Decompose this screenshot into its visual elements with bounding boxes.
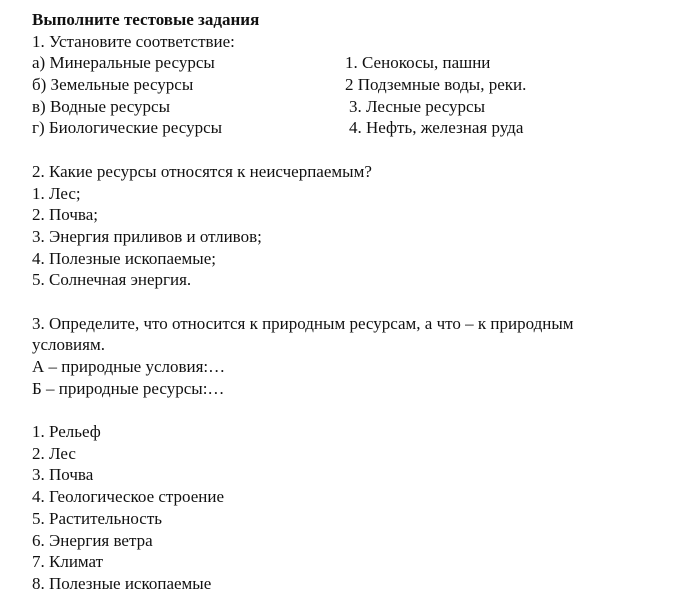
list-item: 8. Полезные ископаемые [32,573,212,593]
match-left: г) Биологические ресурсы [32,118,223,138]
match-right: 1. Сенокосы, пашни [345,53,491,73]
question-1-prompt: 1. Установите соответствие: [32,31,235,51]
match-left: в) Водные ресурсы [32,96,171,116]
match-row [32,74,672,96]
list-item: 5. Растительность [32,508,163,528]
document-title: Выполните тестовые задания [32,10,260,29]
list-item: 5. Солнечная энергия. [32,270,192,290]
list-item: 6. Энергия ветра [32,530,153,550]
answer-a: А – природные условия:… [32,357,226,376]
match-row [32,52,672,74]
list-item: 2. Почва; [32,205,98,225]
answer-b: Б – природные ресурсы:… [32,378,225,398]
list-item: 3. Почва [32,465,94,485]
spacer [32,291,672,313]
match-left: а) Минеральные ресурсы [32,53,215,73]
match-right: 4. Нефть, железная руда [349,118,524,138]
list-item: 4. Полезные ископаемые; [32,248,216,268]
list-item: 2. Лес [32,443,76,463]
spacer [32,139,672,161]
match-right: 2 Подземные воды, реки. [345,75,527,95]
list-item: 7. Климат [32,552,104,572]
question-3-prompt: 3. Определите, что относится к природным ресурсам, а что – к природным [32,313,574,333]
match-row [32,117,672,139]
match-row [32,96,672,118]
list-item: 1. Рельеф [32,422,101,442]
list-item: 4. Геологическое строение [32,487,225,507]
spacer [32,399,672,421]
match-left: б) Земельные ресурсы [32,75,194,95]
question-2-prompt: 2. Какие ресурсы относятся к неисчерпаемым? [32,161,372,181]
question-3-prompt-cont: условиям. [32,335,105,355]
match-right: 3. Лесные ресурсы [349,96,485,116]
list-item: 1. Лес; [32,183,81,203]
list-item: 3. Энергия приливов и отливов; [32,226,262,246]
